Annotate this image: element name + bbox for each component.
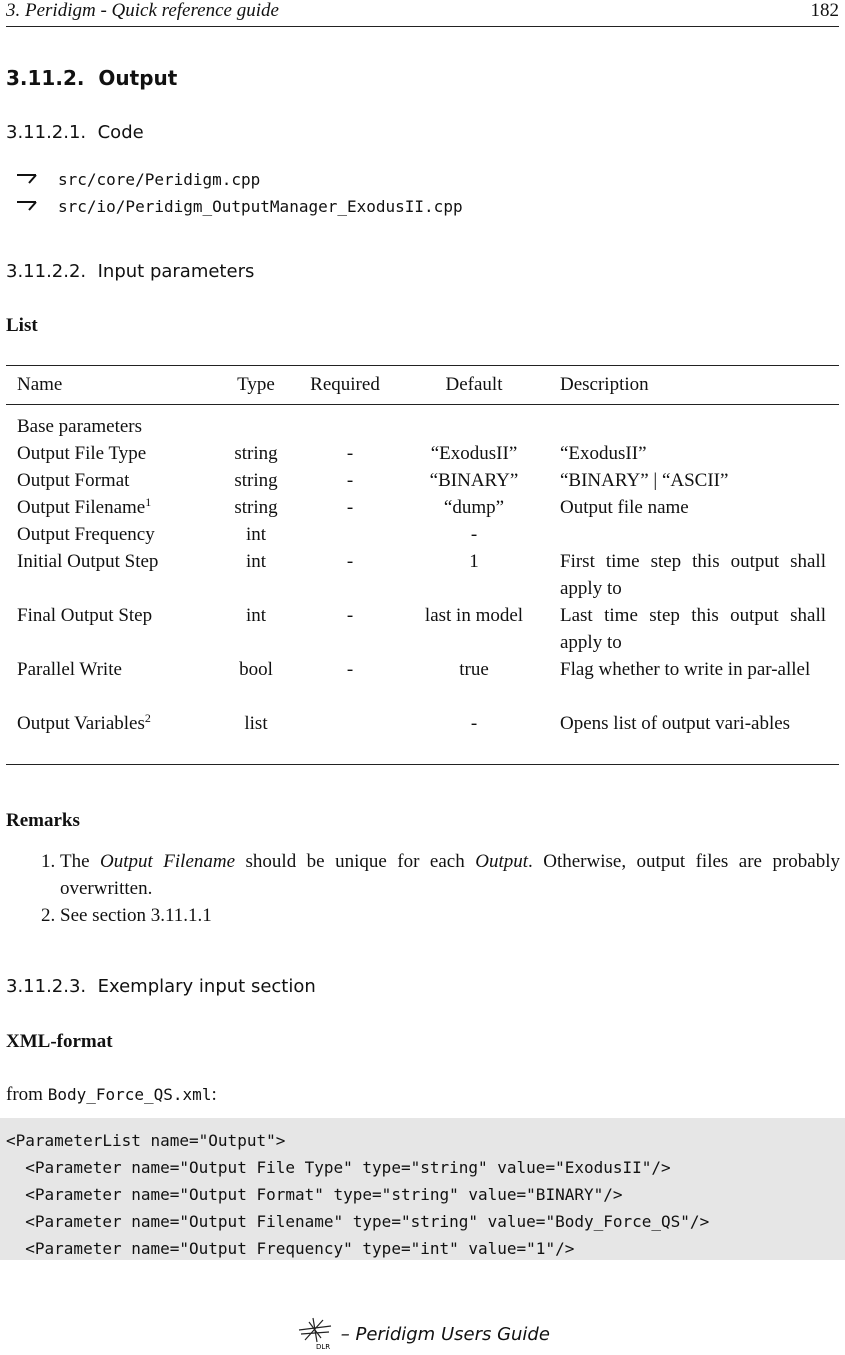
- table-row: [6, 598, 839, 652]
- input-params-title: Input parameters: [97, 261, 255, 282]
- footnote-marker: 2: [144, 711, 151, 725]
- list-item: 2. See section 3.11.1.1: [60, 902, 840, 929]
- section-number: 3.11.2.: [6, 66, 85, 90]
- param-required: -: [346, 605, 354, 626]
- exemplary-number: 3.11.2.3.: [6, 976, 87, 997]
- param-default: -: [470, 524, 478, 545]
- param-description: Opens list of output vari-ables: [560, 713, 791, 734]
- param-name: Parallel Write: [17, 659, 122, 680]
- param-description: Last time step this output shall apply to: [560, 605, 826, 653]
- exemplary-heading: [6, 976, 316, 997]
- col-description-header: Description: [560, 374, 649, 395]
- param-type: list: [244, 713, 268, 734]
- remarks-list: [28, 848, 840, 929]
- emphasis: Output: [475, 851, 528, 872]
- xml-file-name: Body_Force_QS.xml: [47, 1085, 212, 1104]
- code-line: <ParameterList name="Output">: [6, 1131, 286, 1150]
- list-item: [16, 193, 463, 220]
- group-label: Base parameters: [17, 416, 143, 437]
- from-line: from Body_Force_QS.xml:: [6, 1084, 217, 1105]
- param-required: -: [346, 551, 354, 572]
- param-type: string: [234, 470, 278, 491]
- param-required: -: [346, 470, 354, 491]
- footnote-marker: 1: [145, 495, 152, 509]
- param-type: bool: [239, 659, 273, 680]
- col-default-header: Default: [445, 374, 503, 395]
- logo-text: DLR: [316, 1343, 331, 1350]
- param-default: 1: [469, 551, 479, 572]
- param-description: First time step this output shall apply to: [560, 551, 826, 599]
- param-name-cell: [17, 710, 151, 737]
- param-type: string: [234, 443, 278, 464]
- table-row: [6, 436, 839, 463]
- input-params-number: 3.11.2.2.: [6, 261, 87, 282]
- table-row: [6, 463, 839, 490]
- param-name: Initial Output Step: [17, 551, 159, 572]
- xml-format-heading: XML-format: [6, 1031, 113, 1052]
- param-name: Final Output Step: [17, 605, 153, 626]
- code-heading: [6, 122, 144, 143]
- code-number: 3.11.2.1.: [6, 122, 87, 143]
- code-line: <Parameter name="Output Frequency" type="int" value="1"/>: [6, 1239, 575, 1258]
- table-row: [6, 517, 839, 544]
- chapter-title: 3. Peridigm - Quick reference guide: [6, 0, 279, 21]
- code-file-path: src/core/Peridigm.cpp: [58, 170, 261, 189]
- param-description: “BINARY” | “ASCII”: [560, 470, 729, 491]
- table-row: [6, 544, 839, 598]
- param-description: Flag whether to write in par-allel: [560, 659, 811, 680]
- param-required: -: [346, 659, 354, 680]
- page-header: [6, 0, 839, 27]
- table-row: [6, 490, 839, 517]
- table-header: [6, 366, 839, 405]
- param-default: -: [470, 713, 478, 734]
- code-line: <Parameter name="Output File Type" type="string" value="ExodusII"/>: [6, 1158, 671, 1177]
- code-line: <Parameter name="Output Format" type="string" value="BINARY"/>: [6, 1185, 623, 1204]
- col-type-header: Type: [237, 374, 275, 395]
- param-name: Output Filename: [17, 497, 146, 518]
- param-name: Output File Type: [17, 443, 147, 464]
- code-line: <Parameter name="Output Filename" type="string" value="Body_Force_QS"/>: [6, 1212, 710, 1231]
- param-default: “ExodusII”: [430, 443, 518, 464]
- xml-code-block: [0, 1118, 845, 1260]
- param-type: string: [234, 497, 278, 518]
- list-item: [16, 166, 463, 193]
- dlr-logo-icon: [295, 1316, 335, 1350]
- table-group-row: [6, 409, 839, 436]
- table-row: [6, 706, 839, 764]
- input-params-heading: [6, 261, 254, 282]
- exemplary-title: Exemplary input section: [97, 976, 316, 997]
- emphasis: Output Filename: [100, 851, 236, 872]
- param-description: Output file name: [560, 497, 689, 518]
- section-heading: [6, 66, 177, 90]
- remarks-heading: Remarks: [6, 810, 80, 831]
- parameter-table: [6, 365, 839, 765]
- code-file-path: src/io/Peridigm_OutputManager_ExodusII.cpp: [58, 197, 463, 216]
- param-default: “BINARY”: [429, 470, 519, 491]
- table-row: [6, 652, 839, 706]
- footer-text: – Peridigm Users Guide: [340, 1324, 550, 1345]
- param-type: int: [245, 551, 267, 572]
- list-heading: List: [6, 315, 38, 336]
- param-default: “dump”: [443, 497, 505, 518]
- param-default: last in model: [424, 605, 524, 626]
- param-name: Output Variables: [17, 713, 145, 734]
- param-name: Output Frequency: [17, 524, 155, 545]
- code-file-list: [16, 166, 463, 220]
- param-type: int: [245, 605, 267, 626]
- page-footer: [0, 1318, 845, 1352]
- param-default: true: [459, 659, 489, 680]
- col-required-header: Required: [310, 374, 380, 395]
- param-description: “ExodusII”: [560, 443, 647, 464]
- param-required: -: [346, 443, 354, 464]
- col-name-header: Name: [17, 374, 63, 395]
- list-item: 1. The Output Filename should be unique for each Output. Otherwise, output files are probably overwritten.: [60, 848, 840, 902]
- section-title: Output: [98, 66, 178, 90]
- page-number: 182: [810, 0, 839, 21]
- param-required: -: [346, 497, 354, 518]
- param-name: Output Format: [17, 470, 130, 491]
- param-type: int: [245, 524, 267, 545]
- arrow-icon: [16, 197, 58, 216]
- arrow-icon: [16, 170, 58, 189]
- code-title: Code: [97, 122, 144, 143]
